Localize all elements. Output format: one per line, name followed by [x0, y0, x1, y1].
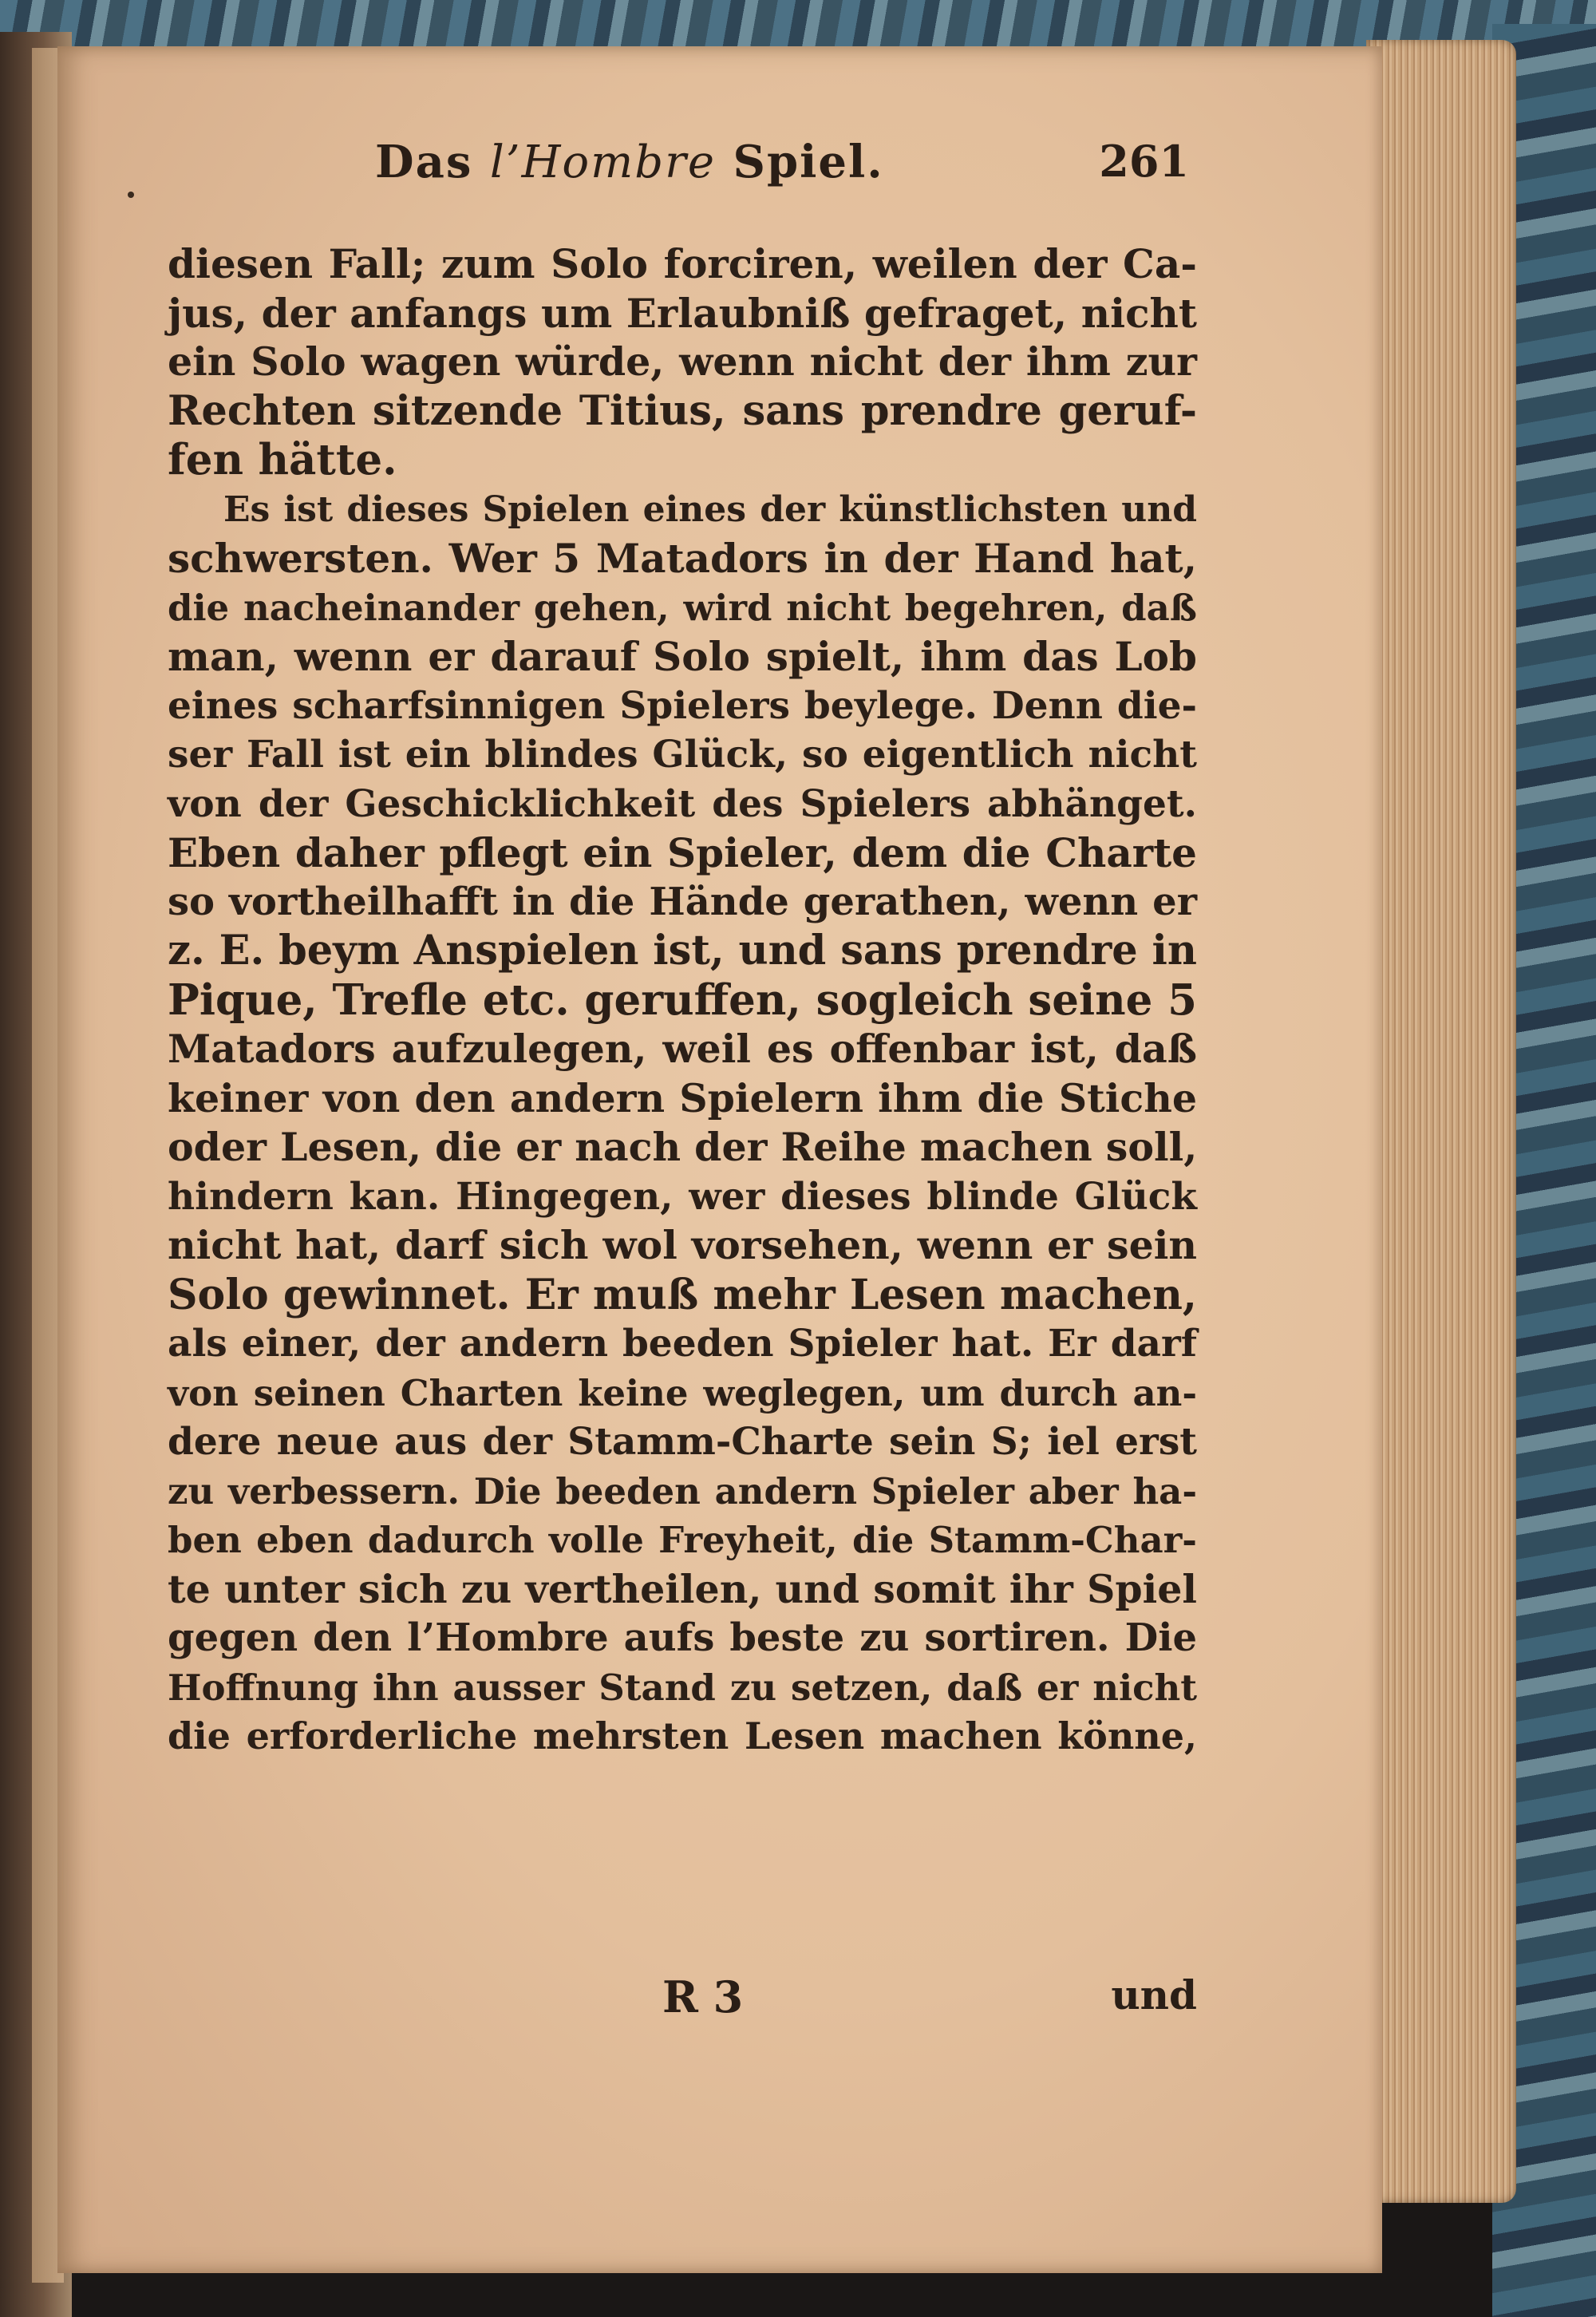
text-line: von der Geschicklichkeit des Spielers abhänget.	[168, 781, 1197, 826]
text-line: eines scharfsinnigen Spielers beylege. Denn die-	[168, 683, 1197, 728]
text-line: Pique, Trefle etc. geruffen, sogleich seine 5	[168, 975, 1197, 1025]
text-line: dere neue aus der Stamm-Charte sein S; iel erst	[168, 1420, 1197, 1464]
margin-mark	[128, 192, 134, 198]
title-part-3: Spiel.	[716, 136, 884, 188]
text-line: ein Solo wagen würde, wenn nicht der ihm zur	[168, 338, 1197, 385]
text-line: man, wenn er darauf Solo spielt, ihm das Lob	[168, 633, 1197, 680]
text-line: oder Lesen, die er nach der Reihe machen soll,	[168, 1124, 1198, 1170]
page-title	[375, 136, 884, 188]
text-line: Hoffnung ihn ausser Stand zu setzen, daß er nicht	[168, 1666, 1197, 1709]
text-line: fen hätte.	[168, 435, 397, 484]
text-line: Matadors aufzulegen, weil es offenbar ist, daß	[168, 1026, 1197, 1072]
catchword: und	[1111, 1971, 1197, 2018]
text-line: hindern kan. Hingegen, wer dieses blinde Glück	[168, 1174, 1197, 1219]
text-line: diesen Fall; zum Solo forciren, weilen der Ca-	[168, 240, 1197, 287]
text-line: z. E. beym Anspielen ist, und sans prendre in	[168, 927, 1197, 975]
text-line: Eben daher pflegt ein Spieler, dem die Charte	[168, 829, 1197, 876]
text-line: die nacheinander gehen, wird nicht begehren, daß	[168, 586, 1197, 629]
text-line: zu verbessern. Die beeden andern Spieler aber ha-	[168, 1469, 1197, 1512]
title-part-2: l’Hombre	[489, 136, 716, 188]
text-line: keiner von den andern Spielern ihm die Stiche	[168, 1074, 1197, 1121]
text-line: te unter sich zu vertheilen, und somit ihr Spiel	[168, 1565, 1197, 1612]
page-number: 261	[1099, 136, 1189, 187]
title-part-1: Das	[375, 136, 490, 188]
text-line: Rechten sitzende Titius, sans prendre geruf-	[168, 386, 1197, 435]
text-line: so vortheilhafft in die Hände gerathen, wenn er	[168, 879, 1197, 924]
body-text	[168, 239, 1197, 1761]
text-line: ser Fall ist ein blindes Glück, so eigentlich nicht	[168, 733, 1197, 777]
text-line: ben eben dadurch volle Freyheit, die Stamm-Char-	[168, 1519, 1197, 1561]
page-stack-edge	[1366, 40, 1516, 2203]
text-line: jus, der anfangs um Erlaubniß gefraget, nicht	[168, 289, 1197, 337]
text-line: schwersten. Wer 5 Matadors in der Hand hat,	[168, 535, 1197, 582]
page-footer	[168, 1971, 1197, 2027]
running-header	[152, 136, 1189, 200]
text-line: nicht hat, darf sich wol vorsehen, wenn er sein	[168, 1222, 1197, 1268]
text-line: gegen den l’Hombre aufs beste zu sortiren. Die	[168, 1615, 1197, 1660]
text-line: Es ist dieses Spielen eines der künstlichsten und	[223, 488, 1197, 530]
signature-mark: R 3	[662, 1971, 744, 2022]
text-line: von seinen Charten keine weglegen, um durch an-	[168, 1371, 1197, 1414]
text-line: Solo gewinnet. Er muß mehr Lesen machen,	[168, 1270, 1197, 1319]
text-line: als einer, der andern beeden Spieler hat. Er darf	[168, 1322, 1197, 1366]
text-line: die erforderliche mehrsten Lesen machen könne,	[168, 1714, 1197, 1758]
